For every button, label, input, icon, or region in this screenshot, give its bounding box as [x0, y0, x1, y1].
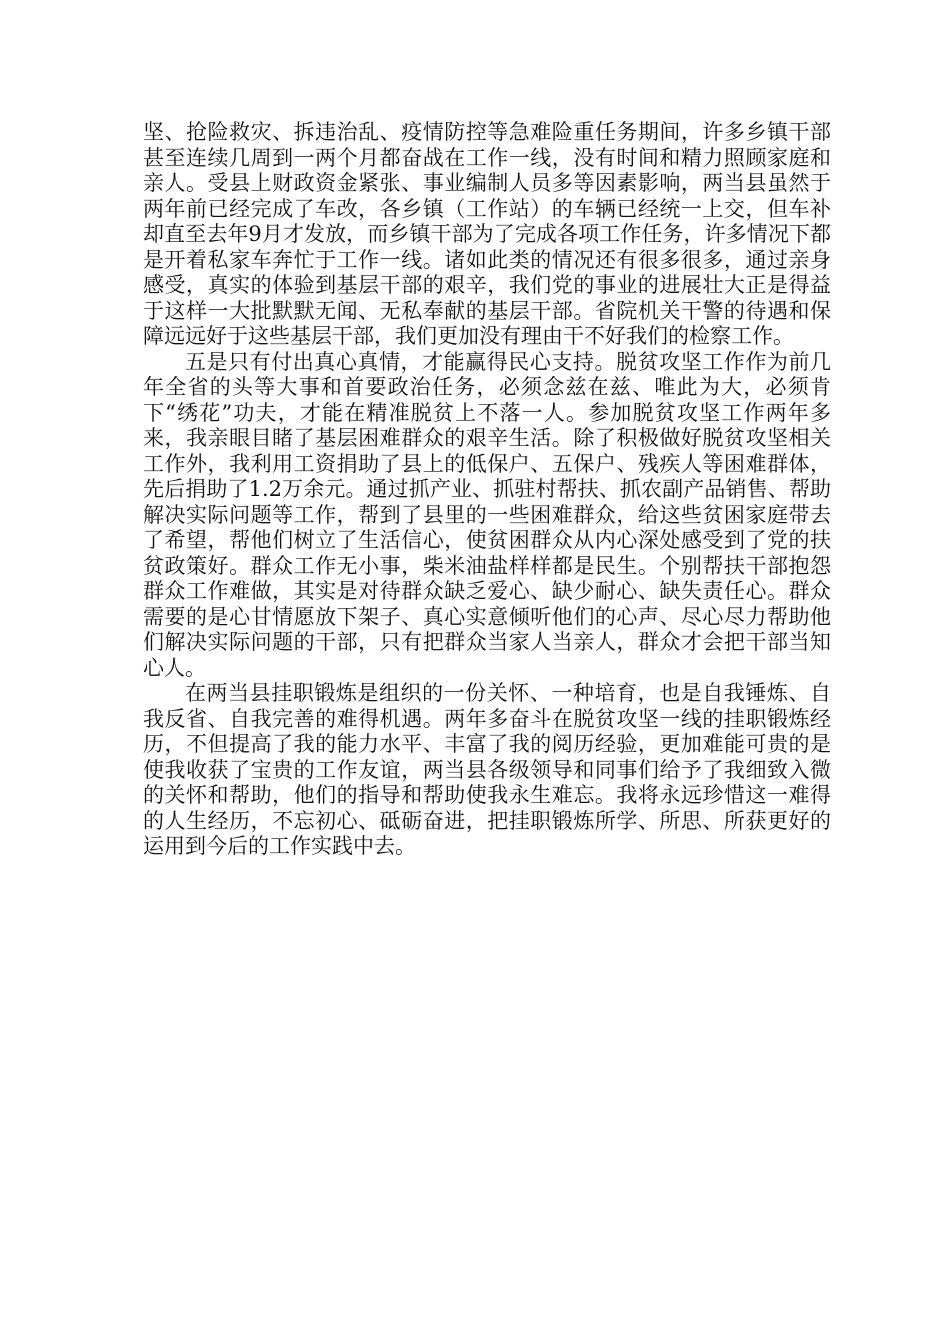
- document-body: [143, 120, 831, 860]
- paragraph-continuation: 坚、抢险救灾、拆违治乱、疫情防控等急难险重任务期间，许多乡镇干部甚至连续几周到一两个月都奋战在工作一线，没有时间和精力照顾家庭和亲人。受县上财政资金紧张、事业编制人员多等因素影响，两当县虽然于两年前已经完成了车改，各乡镇（工作站）的车辆已经统一上交，但车补却直至去年9月才发放，而乡镇干部为了完成各项工作任务，许多情况下都是开着私家车奔忙于工作一线。诸如此类的情况还有很多很多，通过亲身感受，真实的体验到基层干部的艰辛，我们党的事业的进展壮大正是得益于这样一大批默默无闻、无私奉献的基层干部。省院机关干警的待遇和保障远远好于这些基层干部，我们更加没有理由干不好我们的检察工作。: [143, 120, 831, 348]
- paragraph-five: 五是只有付出真心真情，才能赢得民心支持。脱贫攻坚工作作为前几年全省的头等大事和首要政治任务，必须念兹在兹、唯此为大，必须肯下“绣花”功夫，才能在精准脱贫上不落一人。参加脱贫攻坚工作两年多来，我亲眼目睹了基层困难群众的艰辛生活。除了积极做好脱贫攻坚相关工作外，我利用工资捐助了县上的低保户、五保户、残疾人等困难群体，先后捐助了1.2万余元。通过抓产业、抓驻村帮扶、抓农副产品销售、帮助解决实际问题等工作，帮到了县里的一些困难群众，给这些贫困家庭带去了希望，帮他们树立了生活信心，使贫困群众从内心深处感受到了党的扶贫政策好。群众工作无小事，柴米油盐样样都是民生。个别帮扶干部抱怨群众工作难做，其实是对待群众缺乏爱心、缺少耐心、缺失责任心。群众需要的是心甘情愿放下架子、真心实意倾听他们的心声、尽心尽力帮助他们解决实际问题的干部，只有把群众当家人当亲人，群众才会把干部当知心人。: [143, 349, 831, 680]
- paragraph-conclusion: 在两当县挂职锻炼是组织的一份关怀、一种培育，也是自我锤炼、自我反省、自我完善的难得机遇。两年多奋斗在脱贫攻坚一线的挂职锻炼经历，不但提高了我的能力水平、丰富了我的阅历经验，更加难能可贵的是使我收获了宝贵的工作友谊，两当县各级领导和同事们给予了我细致入微的关怀和帮助，他们的指导和帮助使我永生难忘。我将永远珍惜这一难得的人生经历，不忘初心、砥砺奋进，把挂职锻炼所学、所思、所获更好的运用到今后的工作实践中去。: [143, 681, 831, 858]
